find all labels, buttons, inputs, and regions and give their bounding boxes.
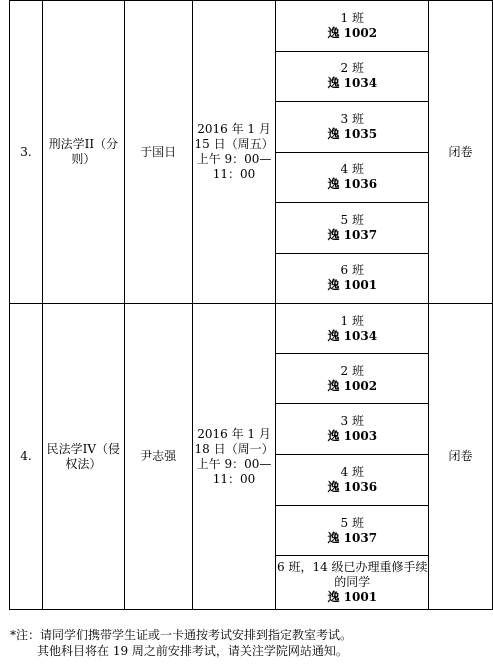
- room-number: 逸 1037: [327, 530, 378, 545]
- course-name: 民法学IV（侵权法）: [42, 304, 124, 610]
- exam-time-line: 11：00: [212, 167, 256, 181]
- room-number: 逸 1037: [327, 227, 378, 242]
- room-cell: [276, 455, 429, 506]
- room-cell: [276, 102, 429, 153]
- room-cell: [276, 556, 429, 610]
- class-label: 6 班，14 级已办理重修手续的同学: [277, 560, 428, 589]
- room-number: 逸 1034: [327, 76, 378, 91]
- class-label: 1 班: [340, 10, 364, 25]
- exam-schedule-table: [9, 0, 493, 610]
- exam-time-line: 18 日（周一）: [194, 441, 274, 456]
- room-number: 逸 1036: [327, 177, 378, 192]
- footnote-line: *注：请同学们携带学生证或一卡通按考试安排到指定教室考试。: [10, 628, 353, 642]
- exam-time-line: 11：00: [212, 471, 256, 486]
- exam-time: [192, 1, 276, 304]
- room-cell: [276, 304, 429, 354]
- course-name: 刑法学II（分则）: [42, 1, 124, 304]
- room-number: 逸 1034: [327, 328, 378, 343]
- footnote-line: 其他科目将在 19 周之前安排考试，请关注学院网站通知。: [37, 644, 348, 658]
- exam-time: [192, 304, 276, 610]
- course-teacher: 尹志强: [124, 304, 192, 610]
- exam-time-line: 15 日（周五）: [194, 137, 274, 151]
- class-label: 5 班: [340, 515, 364, 530]
- room-cell: [276, 253, 429, 304]
- room-cell: [276, 354, 429, 404]
- room-number: 逸 1002: [327, 378, 378, 393]
- room-number: 逸 1002: [327, 25, 378, 40]
- footnote: [10, 627, 352, 659]
- exam-time-line: 上午 9：00—: [196, 456, 272, 471]
- room-number: 逸 1036: [327, 480, 378, 494]
- course-number: 3.: [10, 1, 43, 304]
- room-number: 逸 1035: [327, 126, 378, 141]
- room-cell: [276, 152, 429, 203]
- class-label: 4 班: [340, 162, 364, 177]
- exam-time-line: 上午 9：00—: [196, 152, 272, 166]
- room-cell: [276, 506, 429, 556]
- room-cell: [276, 1, 429, 52]
- room-cell: [276, 51, 429, 102]
- room-number: 逸 1001: [327, 278, 378, 293]
- class-label: 2 班: [340, 61, 364, 76]
- class-label: 1 班: [340, 313, 364, 328]
- exam-time-line: 2016 年 1 月: [197, 426, 271, 441]
- exam-type: 闭卷: [429, 1, 493, 304]
- room-cell: [276, 404, 429, 455]
- exam-time-line: 2016 年 1 月: [197, 122, 271, 136]
- class-label: 2 班: [340, 363, 364, 378]
- room-number: 逸 1003: [327, 429, 378, 443]
- class-label: 6 班: [340, 263, 364, 278]
- class-label: 3 班: [340, 111, 364, 126]
- course-teacher: 于国日: [124, 1, 192, 304]
- exam-type: 闭卷: [429, 304, 493, 610]
- class-label: 3 班: [340, 414, 364, 428]
- class-label: 4 班: [340, 465, 364, 479]
- room-cell: [276, 203, 429, 254]
- class-label: 5 班: [340, 212, 364, 227]
- course-number: 4.: [10, 304, 43, 610]
- room-number: 逸 1001: [327, 590, 378, 604]
